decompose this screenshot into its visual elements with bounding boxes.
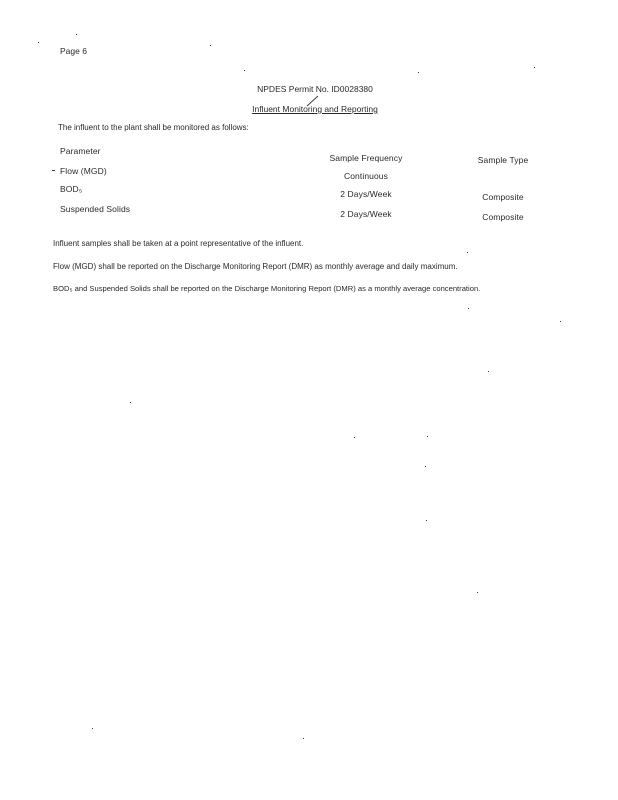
row-bod-parameter: BOD₅ xyxy=(60,184,83,194)
scan-speck xyxy=(467,252,468,253)
note-sampling-point: Influent samples shall be taken at a point representative of the influent. xyxy=(53,239,304,248)
scan-speck xyxy=(427,436,428,437)
page-number: Page 6 xyxy=(60,46,87,56)
row-bod-type: Composite xyxy=(482,192,524,202)
scan-speck xyxy=(468,308,469,309)
scan-speck xyxy=(38,42,39,43)
scan-speck xyxy=(354,437,355,438)
row-ss-type: Composite xyxy=(482,212,524,222)
scan-speck xyxy=(92,728,93,729)
row-ss-frequency: 2 Days/Week xyxy=(340,209,392,219)
header-sample-frequency: Sample Frequency xyxy=(329,153,403,163)
row-flow-parameter: Flow (MGD) xyxy=(60,166,107,176)
scan-speck xyxy=(130,402,131,403)
permit-title: NPDES Permit No. ID0028380 xyxy=(257,84,373,94)
scan-speck xyxy=(244,70,245,71)
header-sample-type: Sample Type xyxy=(477,155,529,165)
scan-speck xyxy=(418,72,419,73)
scan-speck xyxy=(426,520,427,521)
scan-speck xyxy=(425,466,426,467)
section-title: Influent Monitoring and Reporting xyxy=(252,104,378,114)
scan-speck xyxy=(303,738,304,739)
intro-text: The influent to the plant shall be monitored as follows: xyxy=(58,123,249,132)
bullet-mark xyxy=(52,170,55,171)
header-parameter: Parameter xyxy=(60,146,101,156)
scan-speck xyxy=(210,45,211,46)
scan-speck xyxy=(488,371,489,372)
row-flow-frequency: Continuous xyxy=(343,171,388,181)
row-ss-parameter: Suspended Solids xyxy=(60,204,131,214)
scan-speck xyxy=(477,592,478,593)
note-bod-ss-reporting: BOD₅ and Suspended Solids shall be reported on the Discharge Monitoring Report (DMR) as a monthly average concentration. xyxy=(53,284,481,293)
scan-speck xyxy=(560,321,561,322)
row-bod-frequency: 2 Days/Week xyxy=(340,189,392,199)
scan-speck xyxy=(534,67,535,68)
scan-speck xyxy=(76,34,77,35)
note-flow-reporting: Flow (MGD) shall be reported on the Discharge Monitoring Report (DMR) as monthly average and daily maximum. xyxy=(53,262,458,271)
